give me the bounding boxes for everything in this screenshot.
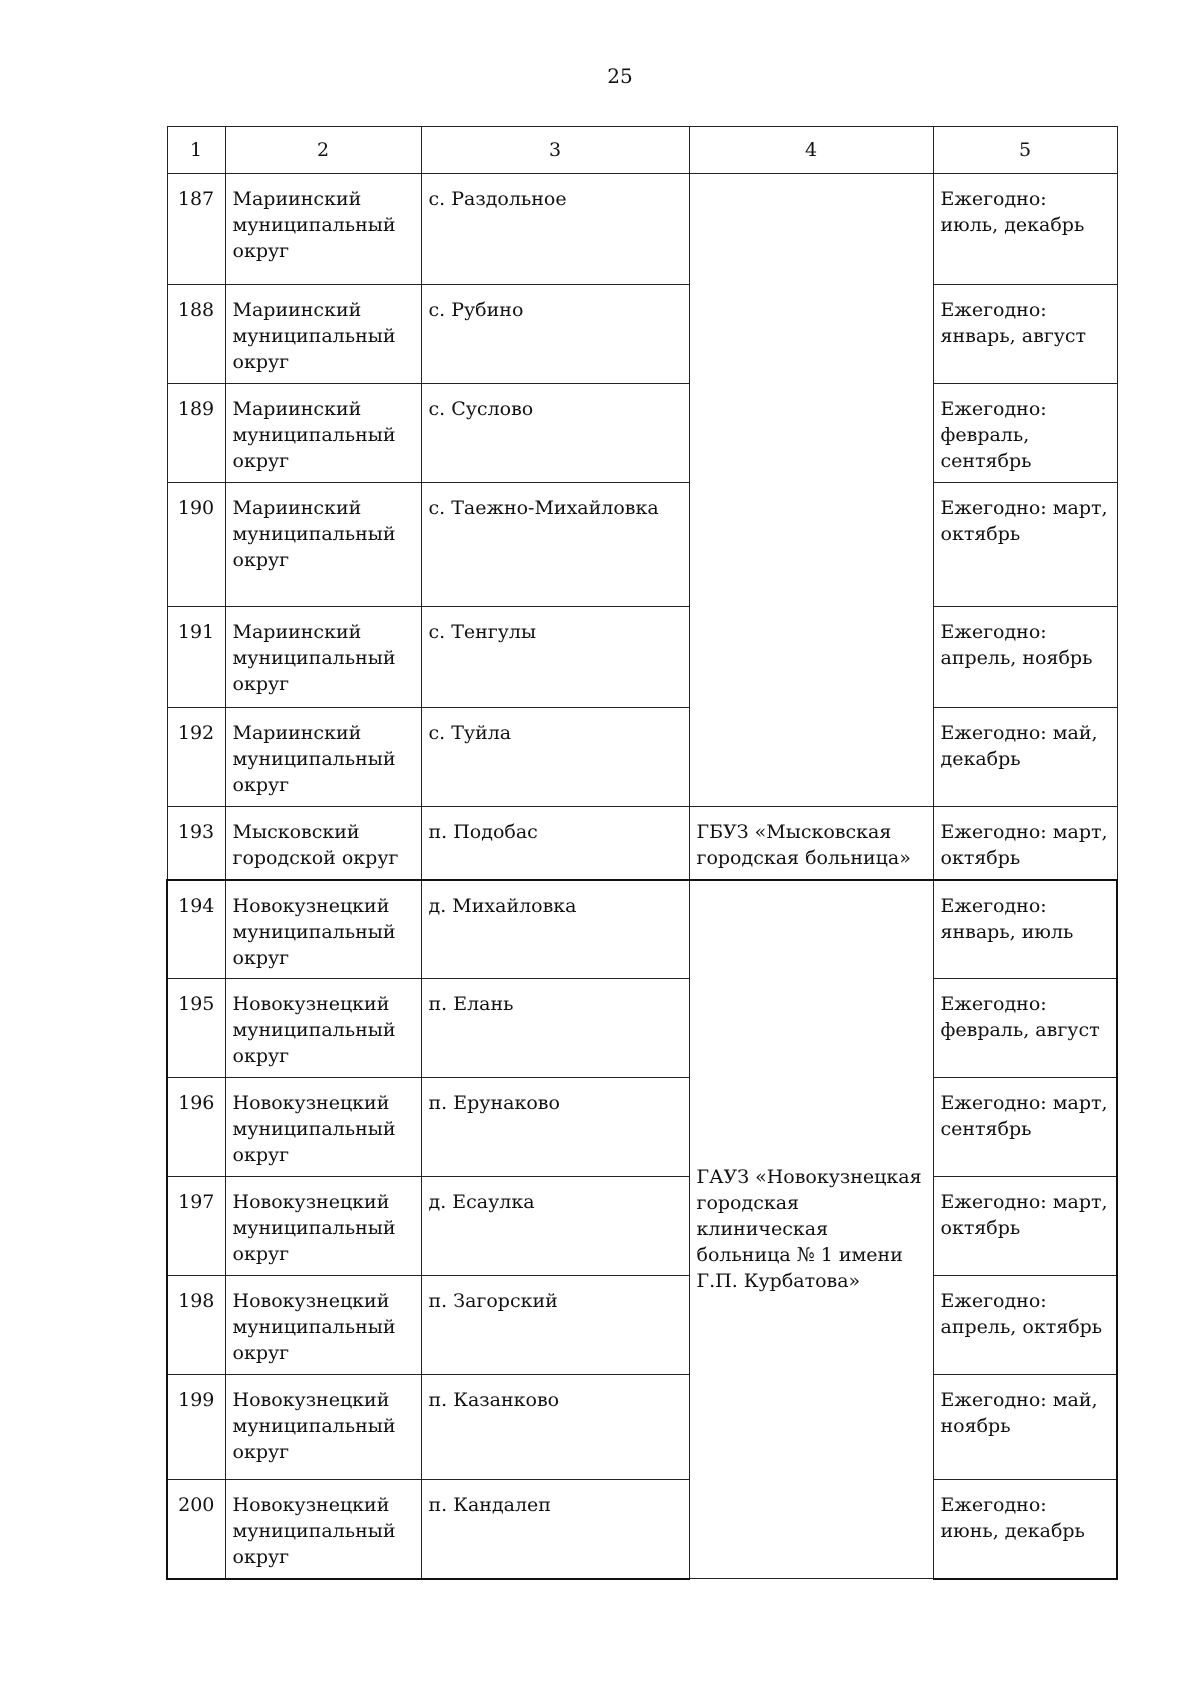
schedule-cell: Ежегодно: февраль, сентябрь (933, 384, 1117, 483)
district-cell: Новокузнецкий муниципальный округ (225, 1177, 421, 1276)
row-number: 192 (167, 708, 225, 807)
district-cell: Новокузнецкий муниципальный округ (225, 1078, 421, 1177)
row-number: 195 (167, 979, 225, 1078)
row-number: 190 (167, 483, 225, 607)
column-header: 5 (933, 127, 1117, 174)
table-row (167, 174, 1117, 285)
locality-cell: с. Туйла (421, 708, 689, 807)
row-number: 188 (167, 285, 225, 384)
district-cell: Новокузнецкий муниципальный округ (225, 880, 421, 979)
schedule-cell: Ежегодно: март, октябрь (933, 807, 1117, 880)
schedule-cell: Ежегодно: июль, декабрь (933, 174, 1117, 285)
table-row (167, 285, 1117, 384)
schedule-cell: Ежегодно: январь, июль (933, 880, 1117, 979)
row-number: 198 (167, 1276, 225, 1375)
locality-cell: с. Тенгулы (421, 607, 689, 708)
row-number: 196 (167, 1078, 225, 1177)
table-row (167, 807, 1117, 880)
district-cell: Мариинский муниципальный округ (225, 708, 421, 807)
table-row (167, 708, 1117, 807)
table-row (167, 483, 1117, 607)
schedule-cell: Ежегодно: март, октябрь (933, 483, 1117, 607)
schedule-cell: Ежегодно: январь, август (933, 285, 1117, 384)
row-number: 187 (167, 174, 225, 285)
locality-cell: п. Казанково (421, 1375, 689, 1480)
table-row (167, 1078, 1117, 1177)
institution-cell: ГАУЗ «Новокузнецкая городская клиническая больница № 1 имени Г.П. Курбатова» (689, 880, 933, 1579)
row-number: 200 (167, 1480, 225, 1579)
locality-cell: с. Таежно-Михайловка (421, 483, 689, 607)
district-cell: Мариинский муниципальный округ (225, 607, 421, 708)
column-header: 2 (225, 127, 421, 174)
table-row (167, 384, 1117, 483)
column-header: 3 (421, 127, 689, 174)
locality-cell: п. Кандалеп (421, 1480, 689, 1579)
locality-cell: п. Елань (421, 979, 689, 1078)
row-number: 199 (167, 1375, 225, 1480)
district-cell: Мариинский муниципальный округ (225, 174, 421, 285)
schedule-cell: Ежегодно: май, ноябрь (933, 1375, 1117, 1480)
schedule-table (166, 126, 1118, 1580)
schedule-cell: Ежегодно: март, сентябрь (933, 1078, 1117, 1177)
row-number: 197 (167, 1177, 225, 1276)
table-row (167, 1375, 1117, 1480)
locality-cell: с. Раздольное (421, 174, 689, 285)
schedule-cell: Ежегодно: апрель, октябрь (933, 1276, 1117, 1375)
district-cell: Новокузнецкий муниципальный округ (225, 1480, 421, 1579)
district-cell: Новокузнецкий муниципальный округ (225, 1276, 421, 1375)
table-row (167, 1177, 1117, 1276)
locality-cell: д. Михайловка (421, 880, 689, 979)
row-number: 194 (167, 880, 225, 979)
district-cell: Новокузнецкий муниципальный округ (225, 1375, 421, 1480)
table-row (167, 979, 1117, 1078)
table-row (167, 1480, 1117, 1579)
table-header-row (167, 127, 1117, 174)
institution-cell-empty (689, 174, 933, 807)
column-header: 1 (167, 127, 225, 174)
schedule-cell: Ежегодно: июнь, декабрь (933, 1480, 1117, 1579)
schedule-cell: Ежегодно: апрель, ноябрь (933, 607, 1117, 708)
schedule-cell: Ежегодно: февраль, август (933, 979, 1117, 1078)
schedule-cell: Ежегодно: март, октябрь (933, 1177, 1117, 1276)
district-cell: Новокузнецкий муниципальный округ (225, 979, 421, 1078)
locality-cell: с. Рубино (421, 285, 689, 384)
institution-cell: ГБУЗ «Мысковская городская больница» (689, 807, 933, 880)
locality-cell: д. Есаулка (421, 1177, 689, 1276)
column-header: 4 (689, 127, 933, 174)
district-cell: Мариинский муниципальный округ (225, 384, 421, 483)
table-row (167, 607, 1117, 708)
district-cell: Мариинский муниципальный округ (225, 285, 421, 384)
table-row (167, 880, 1117, 979)
row-number: 191 (167, 607, 225, 708)
table-row (167, 1276, 1117, 1375)
district-cell: Мысковский городской округ (225, 807, 421, 880)
locality-cell: с. Суслово (421, 384, 689, 483)
locality-cell: п. Ерунаково (421, 1078, 689, 1177)
row-number: 193 (167, 807, 225, 880)
district-cell: Мариинский муниципальный округ (225, 483, 421, 607)
schedule-cell: Ежегодно: май, декабрь (933, 708, 1117, 807)
row-number: 189 (167, 384, 225, 483)
locality-cell: п. Подобас (421, 807, 689, 880)
page-number: 25 (607, 64, 633, 88)
locality-cell: п. Загорский (421, 1276, 689, 1375)
